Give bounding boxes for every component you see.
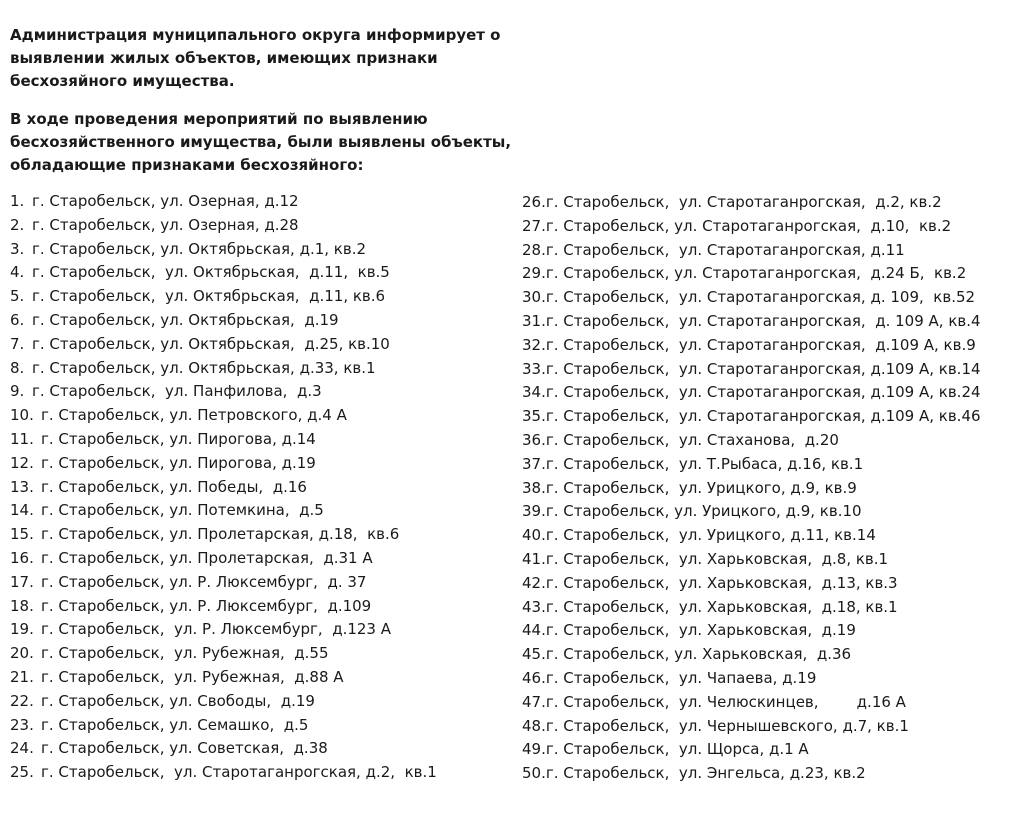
list-item	[522, 572, 981, 596]
item-address: г. Старобельск, ул. Октябрьская, д.11, кв.6	[32, 287, 386, 306]
item-number: 26.	[522, 193, 546, 211]
item-address: г. Старобельск, ул. Энгельса, д.23, кв.2	[545, 764, 866, 783]
item-number: 45.	[522, 645, 546, 664]
list-item	[10, 737, 437, 761]
list-item	[10, 285, 437, 309]
list-item	[522, 643, 981, 667]
item-address: г. Старобельск, ул. Озерная, д.28	[32, 215, 299, 234]
list-item	[10, 428, 437, 452]
item-number: 17.	[10, 572, 34, 591]
item-number: 30.	[522, 288, 546, 307]
item-number: 3.	[10, 239, 25, 258]
list-item	[10, 190, 437, 214]
item-address: г. Старобельск, ул. Победы, д.16	[41, 477, 307, 496]
item-number: 37.	[522, 454, 546, 473]
item-address: г. Старобельск, ул. Харьковская, д.36	[545, 645, 852, 664]
item-number: 8.	[10, 358, 25, 377]
item-address: г. Старобельск, ул. Щорса, д.1 А	[545, 740, 809, 759]
list-item	[522, 548, 981, 572]
item-address: г. Старобельск, ул. Панфилова, д.3	[32, 382, 322, 401]
item-number: 48.	[522, 716, 546, 735]
item-address: г. Старобельск, ул. Р. Люксембург, д.123 А	[41, 620, 392, 639]
item-number: 5.	[10, 287, 25, 306]
item-number: 33.	[522, 359, 546, 378]
list-item	[10, 214, 437, 238]
item-number: 22.	[10, 691, 34, 710]
list-item	[10, 261, 437, 285]
list-item	[522, 715, 981, 739]
item-address: г. Старобельск, ул. Т.Рыбаса, д.16, кв.1	[545, 454, 864, 473]
item-address: г. Старобельск, ул. Харьковская, д.18, кв.1	[545, 597, 898, 616]
list-item	[10, 452, 437, 476]
list-item	[10, 333, 437, 357]
item-address: г. Старобельск, ул. Семашко, д.5	[41, 715, 309, 734]
item-number: 12.	[10, 453, 34, 472]
item-address: г. Старобельск, ул. Октябрьская, д.11, кв.5	[32, 263, 390, 282]
item-number: 14.	[10, 501, 34, 520]
item-address: г. Старобельск, ул. Чапаева, д.19	[545, 668, 817, 687]
item-number: 13.	[10, 477, 34, 496]
item-address: г. Старобельск, ул. Свободы, д.19	[41, 691, 315, 710]
list-item	[522, 691, 981, 715]
list-item	[522, 429, 981, 453]
item-number: 7.	[10, 334, 25, 353]
item-address: г. Старобельск, ул. Пирогова, д.14	[41, 429, 316, 448]
list-item	[10, 476, 437, 500]
list-item	[522, 239, 981, 263]
list-item	[522, 405, 981, 429]
list-item	[10, 499, 437, 523]
list-item	[10, 404, 437, 428]
item-number: 31.	[522, 311, 546, 330]
list-item	[522, 524, 981, 548]
announcement-intro: В ходе проведения мероприятий по выявлению бесхозяйственного имущества, были выявлены объекты, обладающие признаками бесхозяйного:	[10, 110, 512, 174]
item-number: 38.	[522, 478, 546, 497]
item-address: г. Старобельск, ул. Старотаганрогская, д.11	[545, 240, 905, 259]
list-item	[10, 357, 437, 381]
list-item	[10, 238, 437, 262]
item-number: 11.	[10, 429, 34, 448]
item-number: 41.	[522, 549, 546, 568]
item-address: г. Старобельск, ул. Октябрьская, д.1, кв.2	[32, 239, 366, 258]
item-address: г. Старобельск, ул. Пирогова, д.19	[41, 453, 316, 472]
list-item	[10, 309, 437, 333]
item-address: г. Старобельск, ул. Стаханова, д.20	[545, 430, 839, 449]
list-item	[10, 595, 437, 619]
item-number: 9.	[10, 382, 25, 401]
item-address: г. Старобельск, ул. Р. Люксембург, д. 37	[41, 572, 367, 591]
property-list-left	[10, 190, 437, 785]
list-item	[522, 286, 981, 310]
item-address: г. Старобельск, ул. Старотаганрогская, д.2, кв.1	[41, 763, 437, 782]
item-number: 23.	[10, 715, 34, 734]
list-item	[522, 453, 981, 477]
list-item	[10, 618, 437, 642]
item-number: 27.	[522, 216, 546, 235]
item-address: г. Старобельск, ул. Рубежная, д.55	[41, 644, 329, 663]
item-number: 42.	[522, 573, 546, 592]
item-number: 15.	[10, 525, 34, 544]
property-list-right	[522, 191, 981, 786]
item-address: г. Старобельск, ул. Октябрьская, д.33, кв.1	[32, 358, 376, 377]
list-item	[522, 358, 981, 382]
list-item	[10, 642, 437, 666]
item-number: 35.	[522, 407, 546, 426]
item-address: г. Старобельск, ул. Урицкого, д.11, кв.14	[545, 526, 876, 545]
item-address: г. Старобельск, ул. Старотаганрогская, д.109 А, кв.14	[545, 359, 981, 378]
list-item	[522, 738, 981, 762]
item-address: г. Старобельск, ул. Старотаганрогская, д.109 А, кв.24	[545, 383, 981, 402]
item-address: г. Старобельск, ул. Рубежная, д.88 А	[41, 667, 344, 686]
item-address: г. Старобельск, ул. Харьковская, д.19	[545, 621, 856, 640]
item-address: г. Старобельск, ул. Старотаганрогская, д.109 А, кв.9	[545, 335, 976, 354]
item-address: г. Старобельск, ул. Харьковская, д.13, кв.3	[545, 573, 898, 592]
list-item	[522, 596, 981, 620]
item-number: 10.	[10, 406, 34, 425]
item-number: 2.	[10, 215, 25, 234]
item-number: 46.	[522, 668, 546, 687]
item-address: г. Старобельск, ул. Пролетарская, д.18, кв.6	[41, 525, 400, 544]
list-item	[522, 215, 981, 239]
item-address: г. Старобельск, ул. Октябрьская, д.25, кв.10	[32, 334, 390, 353]
item-address: г. Старобельск, ул. Урицкого, д.9, кв.10	[545, 502, 862, 521]
item-number: 24.	[10, 739, 34, 758]
list-item	[522, 191, 981, 215]
item-number: 20.	[10, 644, 34, 663]
item-number: 19.	[10, 620, 34, 639]
item-number: 29.	[522, 264, 546, 283]
item-address: г. Старобельск, ул. Старотаганрогская, д. 109, кв.52	[545, 288, 976, 307]
item-address: г. Старобельск, ул. Старотаганрогская, д.24 Б, кв.2	[545, 264, 967, 283]
list-item	[522, 619, 981, 643]
list-item	[10, 690, 437, 714]
item-address: г. Старобельск, ул. Советская, д.38	[41, 739, 328, 758]
item-number: 39.	[522, 502, 546, 521]
list-item	[10, 761, 437, 785]
announcement-header	[10, 24, 530, 177]
item-number: 43.	[522, 597, 546, 616]
item-address: г. Старобельск, ул. Старотаганрогская, д.2, кв.2	[545, 193, 942, 211]
item-number: 18.	[10, 596, 34, 615]
item-number: 34.	[522, 383, 546, 402]
item-address: г. Старобельск, ул. Харьковская, д.8, кв.1	[545, 549, 889, 568]
item-address: г. Старобельск, ул. Петровского, д.4 А	[41, 406, 347, 425]
list-item	[522, 477, 981, 501]
item-number: 16.	[10, 548, 34, 567]
list-item	[10, 547, 437, 571]
list-item	[10, 714, 437, 738]
item-number: 47.	[522, 692, 546, 711]
item-address: г. Старобельск, ул. Озерная, д.12	[32, 192, 299, 210]
item-address: г. Старобельск, ул. Урицкого, д.9, кв.9	[545, 478, 857, 497]
item-address: г. Старобельск, ул. Челюскинцев, д.16 А	[545, 692, 906, 711]
item-address: г. Старобельск, ул. Старотаганрогская, д. 109 А, кв.4	[545, 311, 981, 330]
item-address: г. Старобельск, ул. Чернышевского, д.7, кв.1	[545, 716, 909, 735]
announcement-title: Администрация муниципального округа информирует о выявлении жилых объектов, имеющих признаки бесхозяйного имущества.	[10, 26, 501, 90]
item-number: 32.	[522, 335, 546, 354]
list-item	[522, 762, 981, 786]
item-number: 40.	[522, 526, 546, 545]
item-number: 1.	[10, 192, 25, 210]
item-number: 21.	[10, 667, 34, 686]
list-item	[522, 667, 981, 691]
item-number: 25.	[10, 763, 34, 782]
list-item	[522, 262, 981, 286]
list-item	[10, 571, 437, 595]
list-item	[10, 666, 437, 690]
item-number: 44.	[522, 621, 546, 640]
item-number: 4.	[10, 263, 25, 282]
list-item	[522, 334, 981, 358]
item-address: г. Старобельск, ул. Старотаганрогская, д.109 А, кв.46	[545, 407, 981, 426]
item-number: 49.	[522, 740, 546, 759]
item-number: 50.	[522, 764, 546, 783]
list-item	[522, 500, 981, 524]
list-item	[522, 310, 981, 334]
item-address: г. Старобельск, ул. Потемкина, д.5	[41, 501, 324, 520]
item-number: 36.	[522, 430, 546, 449]
item-address: г. Старобельск, ул. Старотаганрогская, д.10, кв.2	[545, 216, 952, 235]
list-item	[10, 523, 437, 547]
item-number: 28.	[522, 240, 546, 259]
list-item	[522, 381, 981, 405]
item-address: г. Старобельск, ул. Октябрьская, д.19	[32, 310, 339, 329]
item-address: г. Старобельск, ул. Пролетарская, д.31 А	[41, 548, 373, 567]
list-item	[10, 380, 437, 404]
item-address: г. Старобельск, ул. Р. Люксембург, д.109	[41, 596, 372, 615]
item-number: 6.	[10, 310, 25, 329]
